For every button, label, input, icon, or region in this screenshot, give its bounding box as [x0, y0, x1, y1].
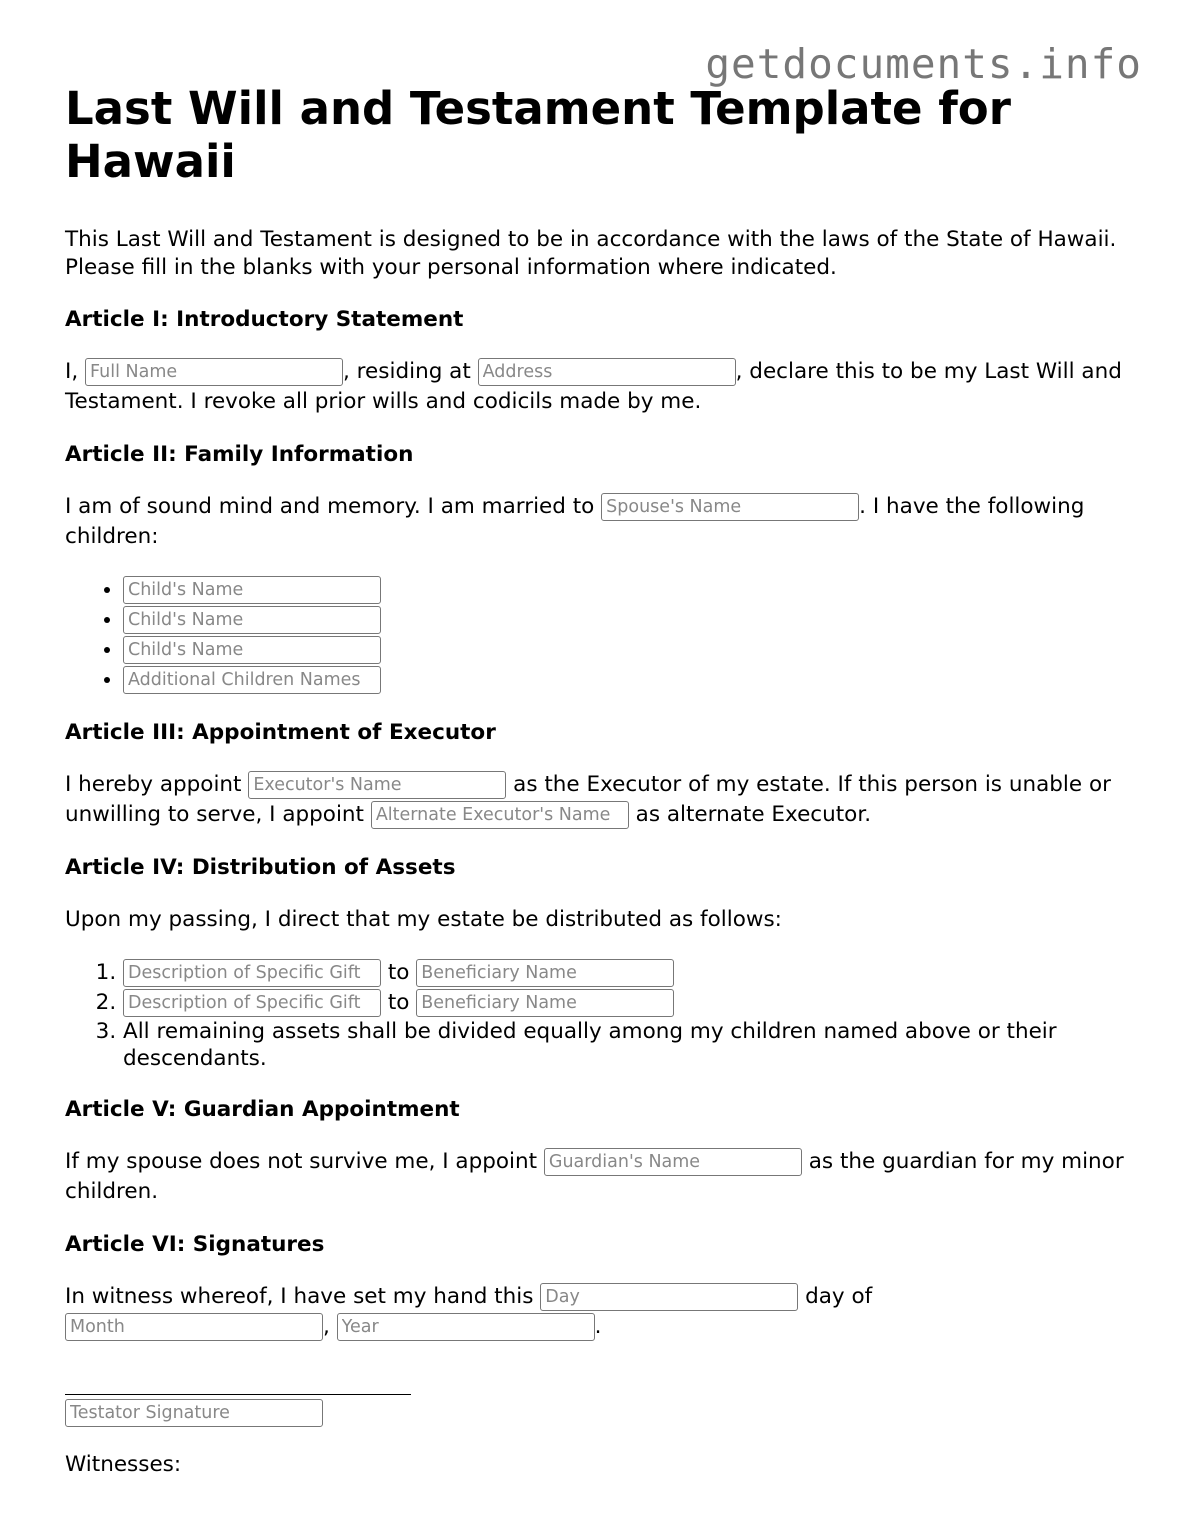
- list-item: Description of Specific Gift 2. to Beneficiary Name: [123, 988, 1125, 1018]
- distribution-list: [65, 958, 1125, 1072]
- article-1-text: I, Full Name , residing at Address , declare this to be my Last Will and Testament. I revoke all prior wills and codicils made by me.: [65, 357, 1125, 417]
- list-item: [123, 575, 1125, 605]
- gift-description-input[interactable]: [123, 989, 381, 1017]
- list-item: Description of Specific Gift 1. to Beneficiary Name: [123, 958, 1125, 988]
- article-6: [65, 1231, 1125, 1480]
- article-4-text: Upon my passing, I direct that my estate be distributed as follows:: [65, 907, 782, 932]
- gift-description-input[interactable]: [123, 959, 381, 987]
- article-3-text: I hereby appoint Executor's Name as the Executor of my estate. If this person is unable or unwilling to serve, I appoint Alternate Executor's Name as alternate Executor.: [65, 770, 1125, 830]
- year-input[interactable]: [337, 1313, 595, 1341]
- testator-signature-input[interactable]: [65, 1399, 323, 1427]
- children-list: [65, 575, 1125, 695]
- child-name-input[interactable]: [123, 576, 381, 604]
- article-5: [65, 1096, 1125, 1207]
- signature-field-wrap: [65, 1399, 1125, 1427]
- article-5-text: If my spouse does not survive me, I appoint Guardian's Name as the guardian for my minor children.: [65, 1147, 1125, 1207]
- child-name-input[interactable]: [123, 606, 381, 634]
- article-2-text: I am of sound mind and memory. I am married to Spouse's Name . I have the following children:: [65, 492, 1125, 552]
- additional-children-input[interactable]: [123, 666, 381, 694]
- document-page: [65, 82, 1125, 1480]
- document-title: Last Will and Testament Template for Hawaii: [65, 82, 1011, 188]
- watermark: getdocuments.info: [705, 40, 1142, 88]
- list-item: [123, 635, 1125, 665]
- article-1: [65, 306, 1125, 417]
- month-input[interactable]: [65, 1313, 323, 1341]
- article-5-heading: Article V: Guardian Appointment: [65, 1097, 460, 1122]
- article-3-heading: Article III: Appointment of Executor: [65, 720, 496, 745]
- article-6-text: In witness whereof, I have set my hand this Day day of Month, Year .: [65, 1282, 1125, 1342]
- beneficiary-name-input[interactable]: [416, 959, 674, 987]
- article-2-heading: Article II: Family Information: [65, 442, 414, 467]
- article-4: [65, 854, 1125, 1072]
- full-name-input[interactable]: [85, 358, 343, 386]
- list-item: [123, 665, 1125, 695]
- article-2: [65, 441, 1125, 695]
- spouse-name-input[interactable]: [601, 493, 859, 521]
- alternate-executor-input[interactable]: [371, 801, 629, 829]
- beneficiary-name-input[interactable]: [416, 989, 674, 1017]
- executor-name-input[interactable]: [248, 771, 506, 799]
- article-1-heading: Article I: Introductory Statement: [65, 307, 464, 332]
- list-item: [123, 605, 1125, 635]
- witnesses-label: Witnesses:: [65, 1452, 182, 1477]
- guardian-name-input[interactable]: [544, 1148, 802, 1176]
- list-item: 3. All remaining assets shall be divided equally among my children named above or their descendants.: [123, 1018, 1125, 1072]
- day-input[interactable]: [540, 1283, 798, 1311]
- signature-line: [65, 1386, 411, 1395]
- intro-paragraph: This Last Will and Testament is designed to be in accordance with the laws of the State of Hawaii. Please fill in the blanks with your personal information where indicated.: [65, 227, 1117, 280]
- article-4-heading: Article IV: Distribution of Assets: [65, 855, 456, 880]
- article-6-heading: Article VI: Signatures: [65, 1232, 325, 1257]
- article-3: [65, 719, 1125, 830]
- child-name-input[interactable]: [123, 636, 381, 664]
- address-input[interactable]: [478, 358, 736, 386]
